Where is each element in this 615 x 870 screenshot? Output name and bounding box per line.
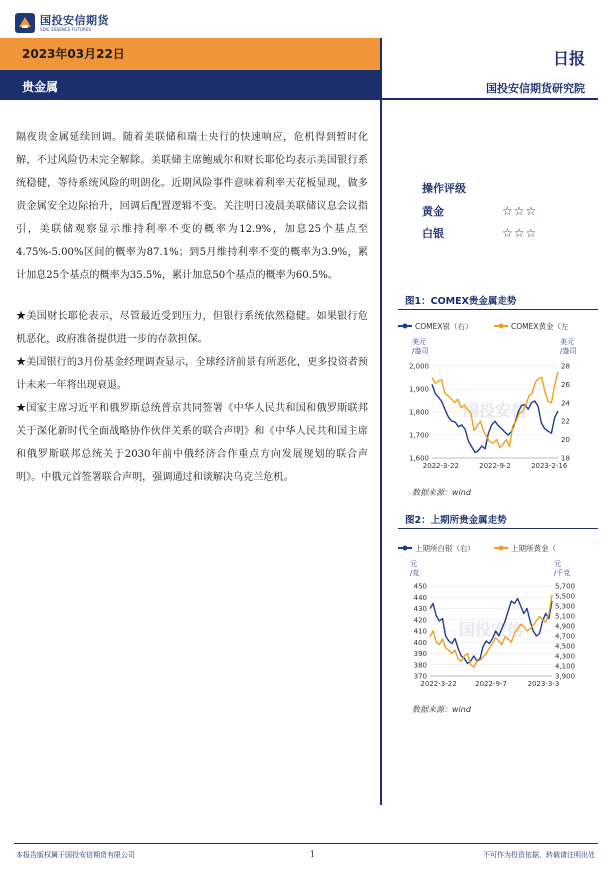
sidebar-divider — [380, 100, 382, 805]
footer-disclaimer: 不可作为投资依据，转载请注明出处 — [483, 851, 595, 859]
figure-2-title: 图2：上期所贵金属走势 — [405, 515, 507, 526]
legend-label-2: COMEX黄金（左 — [511, 322, 569, 331]
legend-label-1: 上期所白银（右） — [415, 544, 475, 553]
left-axis-unit: 美元 — [412, 338, 426, 346]
rating-label: 白银 — [422, 227, 444, 240]
legend-marker-1 — [403, 324, 408, 329]
rating-label: 黄金 — [422, 205, 444, 218]
y-right-tick-label: 5,500 — [555, 592, 576, 601]
body-paragraph-news-1: ★美国财长耶伦表示，尽管最近受到压力，但银行系统依然稳健。如果银行危机恶化，政府准备提供进一步的存款担保。 — [16, 311, 368, 345]
x-tick-label: 2022-3-22 — [422, 462, 459, 470]
y-right-tick-label: 24 — [561, 399, 570, 408]
legend-marker-2 — [499, 324, 504, 329]
y-left-tick-label: 410 — [413, 627, 427, 636]
y-right-tick-label: 5,100 — [555, 612, 576, 621]
y-right-tick-label: 4,300 — [555, 652, 576, 661]
y-left-tick-label: 2,000 — [408, 362, 429, 371]
y-left-tick-label: 430 — [413, 605, 427, 613]
y-right-tick-label: 4,900 — [555, 622, 576, 631]
y-left-tick-label: 450 — [413, 582, 427, 591]
page-number: 1 — [310, 850, 316, 859]
x-tick-label: 2022-9-2 — [479, 462, 511, 470]
x-tick-label: 2022-3-22 — [420, 680, 457, 688]
legend-marker-2 — [499, 546, 504, 551]
figure-1-source: 数据来源：wind — [412, 488, 471, 497]
rating-row-gold — [422, 200, 537, 222]
figure-2-chart — [392, 540, 592, 695]
y-right-tick-label: 20 — [561, 436, 570, 445]
chart-watermark: 国投安信 — [462, 401, 528, 420]
figure-2-source: 数据来源：wind — [412, 705, 471, 714]
rating-row-silver — [422, 222, 537, 244]
y-right-tick-label: 5,700 — [555, 582, 576, 591]
footer-copyright: 本报告版权属于国投安信期货有限公司 — [16, 851, 135, 859]
y-left-tick-label: 380 — [413, 661, 427, 670]
rating-title: 操作评级 — [422, 182, 466, 195]
company-logo — [14, 12, 109, 34]
y-right-tick-label: 28 — [561, 362, 570, 371]
y-right-tick-label: 4,500 — [555, 642, 576, 651]
rating-panel — [422, 180, 537, 244]
x-tick-label: 2023-3-3 — [527, 680, 560, 688]
right-axis-unit: 元 — [554, 560, 561, 568]
y-left-tick-label: 390 — [413, 650, 427, 658]
y-left-tick-label: 440 — [413, 593, 427, 602]
body-paragraph-summary: 隔夜贵金属延续回调。随着美联储和瑞士央行的快速响应，危机得到暂时化解，不过风险仍未完全解除。美联储主席鲍威尔和财长耶伦均表示美国银行系统稳健，等待系统风险的明朗化。近期风险事件意味着利率天花板显现，做多贵金属安全边际抬升，回调后配置逻辑不变。关注明日凌晨美联储议息会议指引，美联储观察显示维持利率不变的概率为12.9%，加息25个基点至4.75%-5.00%区间的概率为87.1%；到5月维持利率不变的概率为3.9%，累计加息25个基点的概率为35.5%，累计加息50个基点的概率为60.5%。 — [16, 132, 368, 281]
legend-marker-1 — [403, 546, 408, 551]
y-left-tick-label: 1,800 — [408, 408, 429, 417]
y-left-tick-label: 1,900 — [408, 385, 429, 394]
y-right-tick-label: 18 — [561, 454, 570, 463]
figure-1-title: 图1：COMEX贵金属走势 — [405, 296, 517, 307]
logo-name-cn: 国投安信期货 — [40, 13, 109, 27]
y-left-tick-label: 420 — [413, 616, 427, 625]
body-paragraph-news-3: ★国家主席习近平和俄罗斯总统普京共同签署《中华人民共和国和俄罗斯联邦关于深化新时代全面战略协作伙伴关系的联合声明》和《中华人民共和国主席和俄罗斯联邦总统关于2030年前中俄经济合作重点方向发展规划的联合声明》。中俄元首签署联合声明，强调通过和谈解决乌克兰危机。 — [16, 403, 368, 483]
star-rating-icon: ☆☆☆ — [502, 204, 538, 218]
report-date: 2023年03月22日 — [22, 47, 125, 61]
logo-name-en: SDIC ESSENCE FUTURES — [40, 26, 92, 32]
right-axis-unit: 美元 — [560, 338, 574, 346]
right-axis-unit: /千克 — [554, 569, 571, 577]
report-category: 贵金属 — [22, 80, 59, 94]
chart-watermark: 国投安信 — [458, 620, 524, 639]
y-right-tick-label: 26 — [561, 380, 570, 389]
left-axis-unit: /盎司 — [412, 347, 429, 355]
report-body — [16, 126, 368, 489]
y-right-tick-label: 22 — [561, 417, 570, 426]
y-left-tick-label: 1,600 — [408, 454, 429, 463]
x-tick-label: 2023-2-16 — [531, 462, 568, 470]
logo-mark-icon — [14, 12, 36, 34]
y-left-tick-label: 370 — [413, 672, 427, 681]
x-tick-label: 2022-9-7 — [475, 680, 507, 688]
figure-1-chart — [392, 318, 592, 478]
legend-label-2: 上期所黄金（ — [511, 544, 556, 553]
left-axis-unit: 元 — [410, 560, 417, 568]
figure-2-rule — [398, 528, 598, 529]
star-rating-icon: ☆☆☆ — [502, 226, 538, 240]
institute-name: 国投安信期货研究院 — [486, 82, 585, 95]
left-axis-unit: /克 — [410, 569, 420, 577]
y-left-tick-label: 400 — [413, 638, 427, 647]
y-right-tick-label: 5,300 — [555, 602, 576, 611]
right-axis-unit: /盎司 — [560, 347, 577, 355]
figure-1-rule — [398, 309, 598, 310]
footer-rule — [14, 843, 598, 844]
body-paragraph-news-2: ★美国银行的3月份基金经理调查显示，全球经济前景有所恶化，更多投资者预计未来一年将出现衰退。 — [16, 357, 368, 391]
y-right-tick-label: 3,900 — [555, 672, 576, 681]
y-left-tick-label: 1,700 — [408, 431, 429, 440]
y-right-tick-label: 4,700 — [555, 632, 576, 641]
legend-label-1: COMEX银（右） — [415, 322, 473, 331]
y-right-tick-label: 4,100 — [555, 662, 576, 671]
report-type: 日报 — [552, 49, 585, 68]
